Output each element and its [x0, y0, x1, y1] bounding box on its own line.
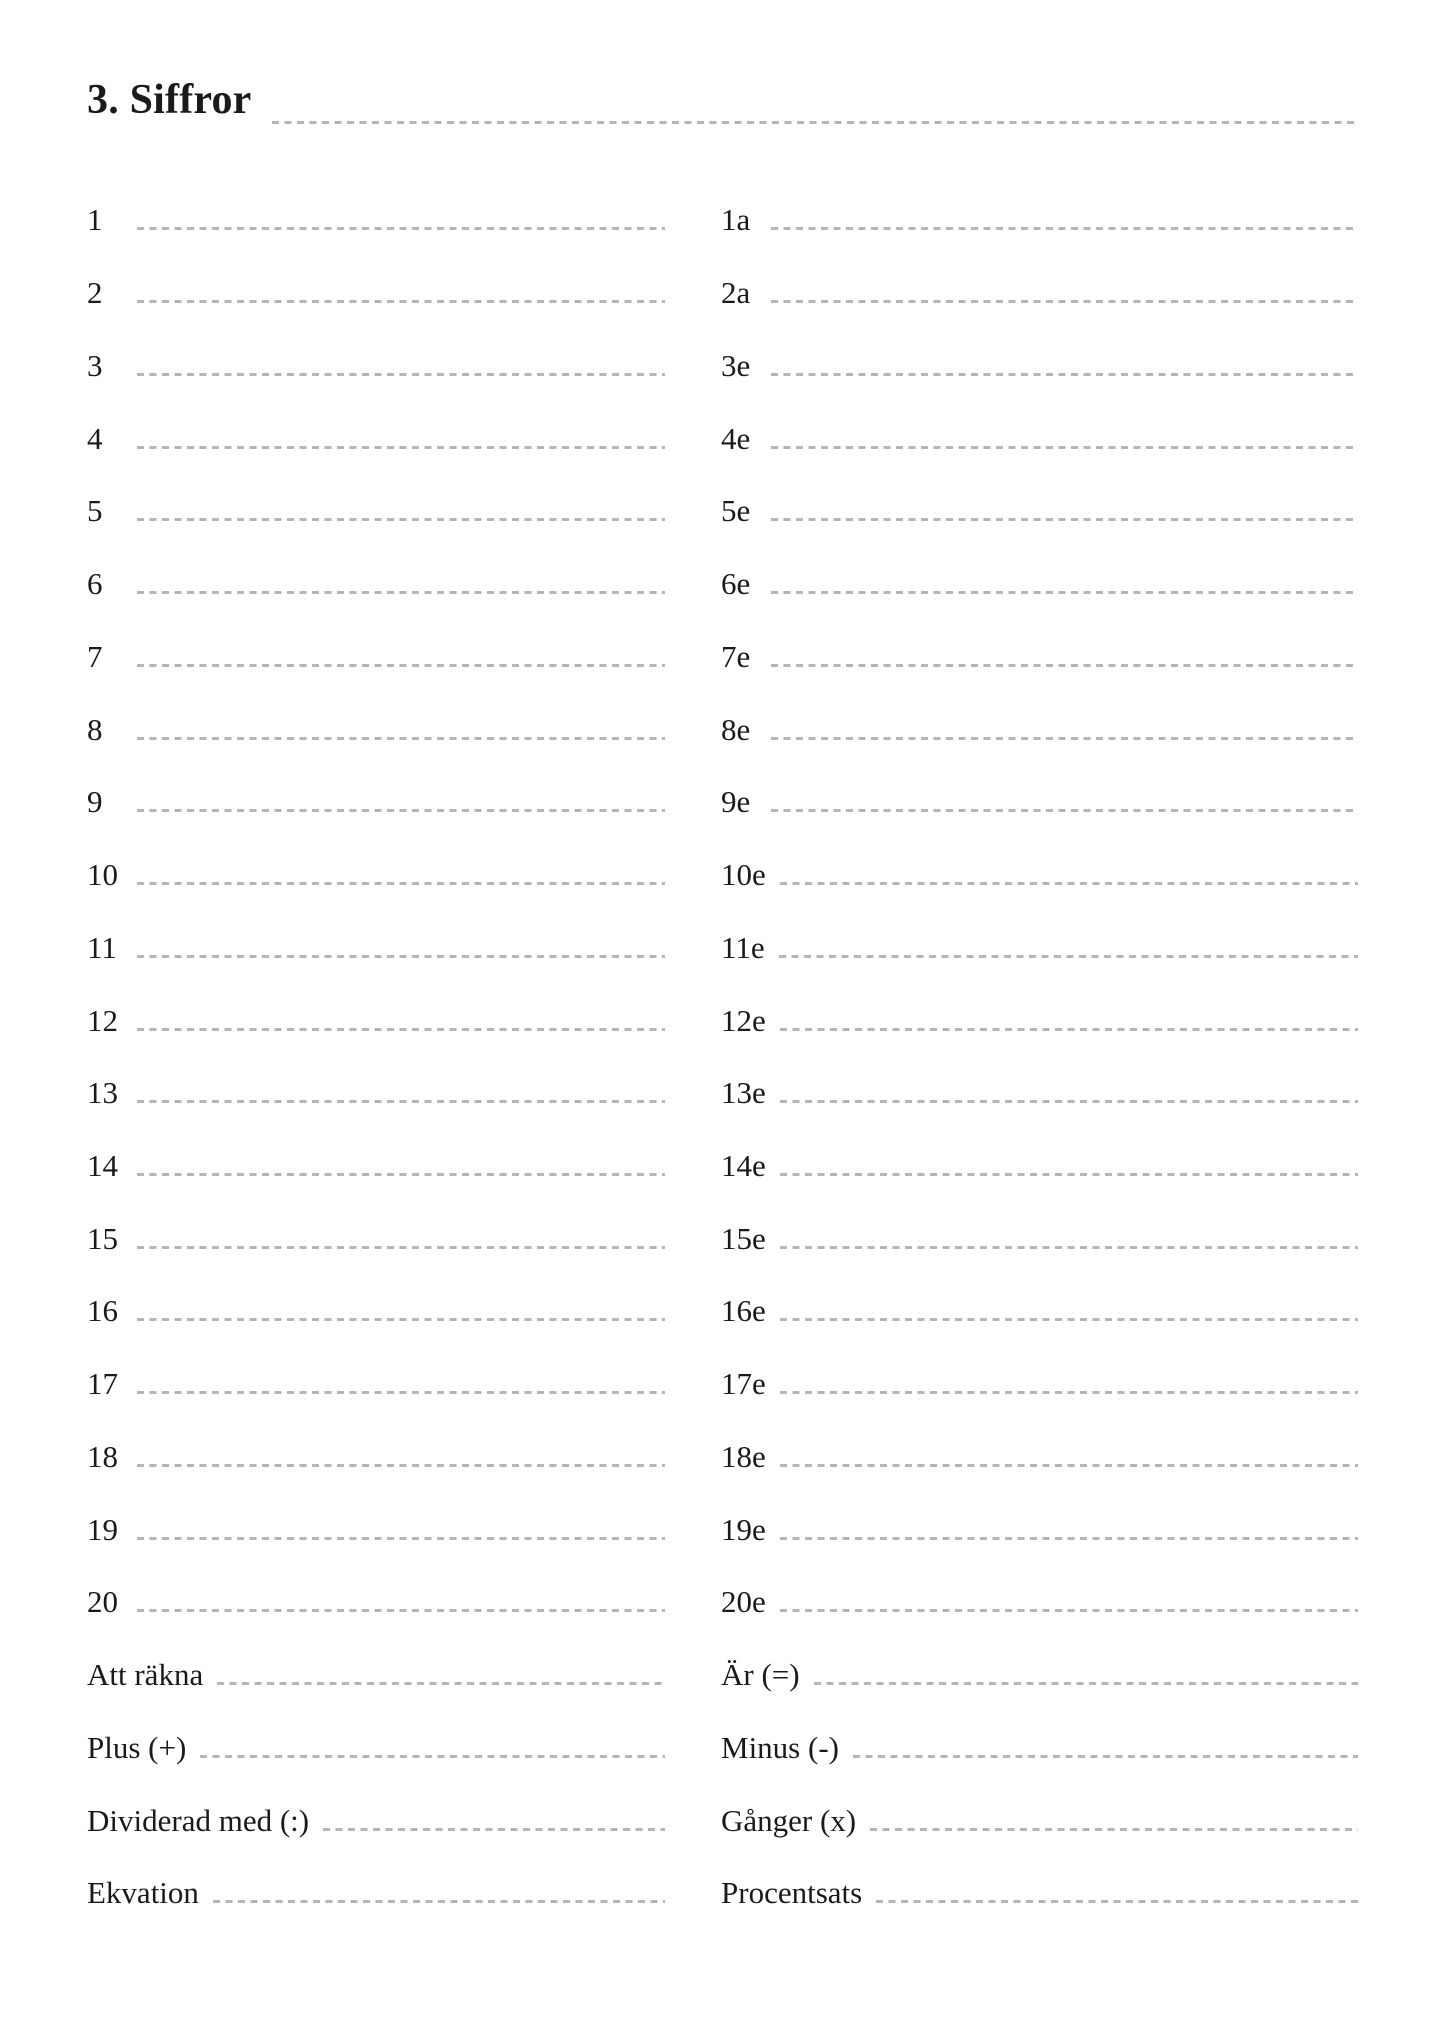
item-label: Ekvation — [87, 1875, 199, 1911]
answer-dotted-line — [137, 1609, 665, 1612]
item-label: 14e — [721, 1148, 766, 1183]
item-label: 1a — [721, 202, 751, 238]
answer-dotted-line — [876, 1900, 1358, 1903]
answer-dotted-line — [137, 1391, 665, 1394]
list-item — [87, 1493, 665, 1566]
title-dotted-line — [272, 121, 1358, 124]
answer-dotted-line — [137, 300, 665, 303]
item-label: Dividerad med (:) — [87, 1802, 310, 1838]
item-label: 10e — [721, 857, 766, 893]
item-label: 17e — [721, 1366, 766, 1402]
list-item — [721, 911, 1358, 984]
answer-dotted-line — [771, 664, 1358, 667]
item-label: 7 — [87, 638, 103, 674]
answer-dotted-line — [780, 1464, 1358, 1467]
answer-dotted-line — [780, 1100, 1358, 1103]
list-item — [87, 1638, 665, 1711]
list-item — [721, 256, 1358, 329]
list-item — [721, 547, 1358, 620]
item-label: 9 — [87, 784, 103, 820]
list-item — [87, 838, 665, 911]
answer-dotted-line — [137, 373, 665, 376]
answer-dotted-line — [213, 1900, 665, 1903]
answer-dotted-line — [771, 227, 1358, 230]
list-item — [721, 620, 1358, 693]
list-item — [87, 256, 665, 329]
item-label: 3e — [721, 347, 751, 383]
answer-dotted-line — [771, 591, 1358, 594]
list-item — [87, 1056, 665, 1129]
answer-dotted-line — [137, 664, 665, 667]
item-label: Procentsats — [721, 1875, 863, 1911]
item-label: Gånger (x) — [721, 1802, 857, 1838]
item-label: 15 — [87, 1220, 118, 1256]
answer-dotted-line — [137, 737, 665, 740]
item-label: 9e — [721, 784, 751, 820]
left-column — [87, 184, 665, 1930]
item-label: 5 — [87, 493, 103, 529]
item-label: Är (=) — [721, 1657, 800, 1693]
answer-dotted-line — [137, 1246, 665, 1249]
answer-dotted-line — [137, 955, 665, 958]
item-label: 13e — [721, 1075, 766, 1111]
item-label: 2a — [721, 275, 751, 311]
item-label: 4e — [721, 420, 751, 456]
list-item — [721, 1493, 1358, 1566]
list-item — [721, 1275, 1358, 1348]
item-label: 19 — [87, 1511, 118, 1547]
item-label: Att räkna — [87, 1657, 204, 1693]
list-item — [721, 184, 1358, 257]
item-label: 1 — [87, 202, 103, 238]
answer-dotted-line — [137, 591, 665, 594]
item-label: 12e — [721, 1002, 766, 1038]
list-item — [87, 1420, 665, 1493]
list-item — [721, 765, 1358, 838]
item-label: 19e — [721, 1511, 766, 1547]
page-title: 3. Siffror — [87, 77, 252, 123]
list-item — [721, 1129, 1358, 1202]
list-item — [721, 1638, 1358, 1711]
item-label: 14 — [87, 1148, 118, 1183]
answer-dotted-line — [137, 1028, 665, 1031]
list-item — [87, 1566, 665, 1639]
list-item — [87, 1347, 665, 1420]
list-item — [721, 1420, 1358, 1493]
list-item — [87, 1856, 665, 1929]
list-item — [721, 1784, 1358, 1857]
item-label: 10 — [87, 857, 118, 893]
right-column — [721, 184, 1358, 1930]
item-label: 18e — [721, 1438, 766, 1474]
answer-dotted-line — [780, 1173, 1358, 1176]
answer-dotted-line — [137, 1318, 665, 1321]
item-label: 7e — [721, 638, 751, 674]
list-item — [87, 1129, 665, 1202]
list-item — [721, 1056, 1358, 1129]
item-label: 5e — [721, 493, 751, 529]
answer-dotted-line — [771, 300, 1358, 303]
list-item — [721, 402, 1358, 475]
item-label: 4 — [87, 420, 103, 456]
answer-dotted-line — [870, 1828, 1358, 1831]
answer-dotted-line — [137, 1173, 665, 1176]
answer-dotted-line — [137, 446, 665, 449]
item-label: 11 — [87, 929, 117, 965]
item-label: Minus (-) — [721, 1729, 839, 1765]
item-label: Plus (+) — [87, 1729, 187, 1765]
item-label: 8e — [721, 711, 751, 747]
list-item — [87, 693, 665, 766]
item-label: 13 — [87, 1075, 118, 1111]
answer-dotted-line — [771, 737, 1358, 740]
list-item — [721, 1856, 1358, 1929]
list-item — [87, 620, 665, 693]
answer-dotted-line — [780, 1028, 1358, 1031]
list-item — [721, 1347, 1358, 1420]
answer-dotted-line — [780, 1609, 1358, 1612]
item-label: 11e — [721, 929, 765, 965]
answer-dotted-line — [137, 1464, 665, 1467]
item-label: 20e — [721, 1584, 766, 1620]
list-item — [87, 329, 665, 402]
answer-dotted-line — [137, 1100, 665, 1103]
list-item — [87, 475, 665, 548]
item-label: 20 — [87, 1584, 118, 1620]
list-item — [87, 1711, 665, 1784]
list-item — [87, 984, 665, 1057]
list-item — [87, 1275, 665, 1348]
answer-dotted-line — [780, 1246, 1358, 1249]
list-item — [721, 475, 1358, 548]
answer-dotted-line — [323, 1828, 665, 1831]
answer-dotted-line — [137, 882, 665, 885]
answer-dotted-line — [780, 882, 1358, 885]
answer-dotted-line — [771, 518, 1358, 521]
item-label: 16e — [721, 1293, 766, 1329]
list-item — [721, 693, 1358, 766]
answer-dotted-line — [771, 373, 1358, 376]
answer-dotted-line — [137, 518, 665, 521]
list-item — [87, 1784, 665, 1857]
list-item — [87, 911, 665, 984]
item-label: 8 — [87, 711, 103, 747]
list-item — [87, 765, 665, 838]
list-item — [721, 329, 1358, 402]
item-label: 6e — [721, 566, 751, 602]
item-label: 12 — [87, 1002, 118, 1038]
answer-dotted-line — [771, 809, 1358, 812]
answer-dotted-line — [853, 1755, 1358, 1758]
list-item — [87, 547, 665, 620]
answer-dotted-line — [780, 1537, 1358, 1540]
answer-dotted-line — [217, 1682, 665, 1685]
list-item — [721, 1202, 1358, 1275]
item-label: 18 — [87, 1438, 118, 1474]
section-header — [87, 79, 1358, 121]
item-label: 2 — [87, 275, 103, 311]
list-item — [721, 838, 1358, 911]
list-item — [721, 1711, 1358, 1784]
answer-dotted-line — [779, 955, 1358, 958]
item-label: 3 — [87, 347, 103, 383]
list-item — [721, 984, 1358, 1057]
answer-dotted-line — [771, 446, 1358, 449]
list-item — [721, 1566, 1358, 1639]
item-label: 16 — [87, 1293, 118, 1329]
list-item — [87, 402, 665, 475]
answer-dotted-line — [200, 1755, 665, 1758]
answer-dotted-line — [137, 227, 665, 230]
answer-dotted-line — [137, 1537, 665, 1540]
list-item — [87, 1202, 665, 1275]
answer-dotted-line — [780, 1391, 1358, 1394]
answer-dotted-line — [814, 1682, 1358, 1685]
item-label: 6 — [87, 566, 103, 602]
list-item — [87, 184, 665, 257]
item-label: 15e — [721, 1220, 766, 1256]
item-label: 17 — [87, 1366, 118, 1402]
answer-dotted-line — [780, 1318, 1358, 1321]
answer-dotted-line — [137, 809, 665, 812]
